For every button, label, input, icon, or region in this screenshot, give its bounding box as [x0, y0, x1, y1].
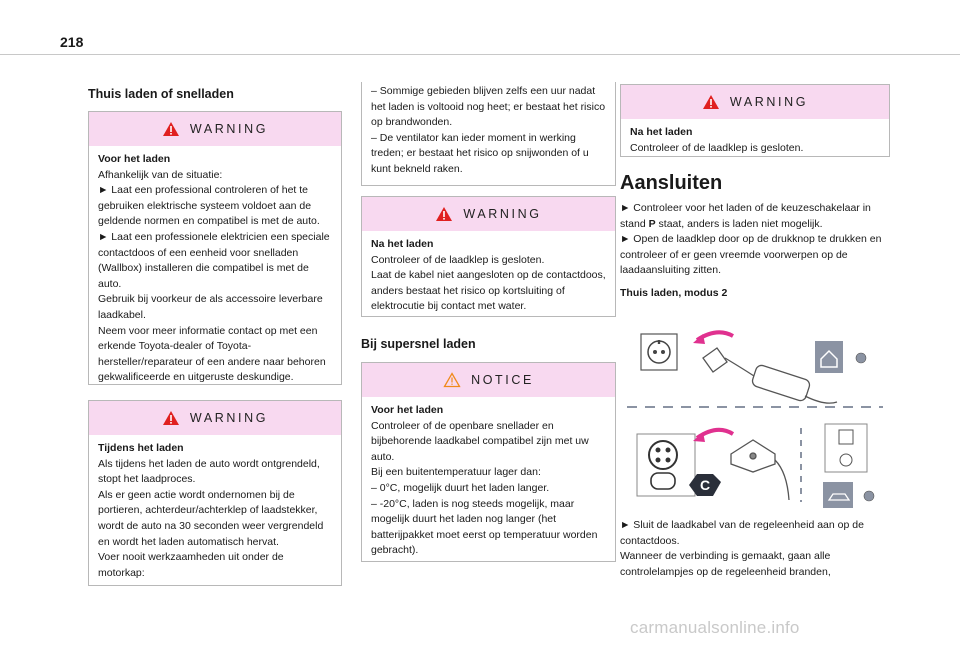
notice-label: NOTICE [471, 373, 534, 387]
charging-inlet-icon [637, 434, 695, 496]
warning-line: Controleer of de laadklep is gesloten. [630, 141, 804, 154]
warning-box-na-laden [361, 196, 616, 317]
page-number: 218 [60, 34, 84, 50]
section-heading-supersnel: Bij supersnel laden [361, 337, 476, 351]
warning-title: Tijdens het laden [98, 442, 184, 454]
wall-socket-icon [641, 334, 677, 370]
warning-triangle-icon [162, 121, 180, 137]
warning-line: Als er geen actie wordt ondernomen bij de portieren, achterdeur/achterklep of laadstekker, wordt de auto na 30 seconden weer vergrendeld en wordt het laden automatisch hervat. [98, 488, 324, 548]
warning-line: Controleer of de laadklep is gesloten. [371, 253, 545, 266]
section-heading-thuis: Thuis laden of snelladen [88, 87, 234, 101]
warning-line: Afhankelijk van de situatie: [98, 168, 223, 181]
charging-connector-icon [731, 440, 789, 500]
warning-header [362, 197, 615, 231]
continuation-box [361, 82, 616, 186]
notice-line: Controleer of de openbare snellader en bijbehorende laadkabel compatibel zijn met uw auto. [371, 419, 589, 463]
instruction-paragraph: Wanneer de verbinding is gemaakt, gaan alle controlelampjes op de regeleenheid branden, [620, 550, 831, 578]
warning-box-tijdens-laden [88, 400, 342, 586]
warning-title: Na het laden [630, 126, 693, 138]
warning-box-voor-laden [88, 111, 342, 385]
warning-triangle-icon [435, 206, 453, 222]
instruction-paragraph: ► Open de laadklep door op de drukknop te drukken en controleer of er geen vreemde voorwerpen op de laadaansluiting zitten. [620, 233, 882, 277]
warning-label: WARNING [463, 207, 542, 221]
warning-box-laadklep [620, 84, 890, 157]
notice-triangle-icon [443, 372, 461, 388]
warning-label: WARNING [189, 411, 269, 425]
warning-line: Neem voor meer informatie contact op met een erkende Toyota-dealer of Toyota-hersteller/reparateur of een andere naar behoren gekwalificeerde en uitgeruste deskundige. [98, 324, 326, 384]
warning-line: Voer nooit werkzaamheden uit onder de motorkap: [98, 551, 284, 579]
notice-box [361, 362, 616, 562]
warning-line: Als tijdens het laden de auto wordt ontgrendeld, stopt het laadproces. [98, 457, 320, 486]
subheading-modus2: Thuis laden, modus 2 [620, 286, 728, 299]
instruction-paragraph: ► Controleer voor het laden of de keuzeschakelaar in stand P staat, anders is laden niet mogelijk. [620, 202, 871, 230]
warning-line: Gebruik bij voorkeur de als accessoire leverbare laadkabel. [98, 293, 323, 321]
charging-illustration [625, 322, 887, 510]
watermark-footer: carmanualsonline.info [630, 618, 800, 637]
warning-header [89, 401, 341, 435]
warning-line: ► Laat een professionele elektricien een speciale contactdoos of een eenheid voor snelladen (Wallbox) installeren die compatibel is met de auto. [98, 230, 330, 290]
notice-title: Voor het laden [371, 404, 444, 416]
warning-label: WARNING [729, 95, 809, 109]
warning-title: Na het laden [371, 238, 434, 250]
warning-header [621, 85, 889, 119]
warning-label: WARNING [189, 122, 269, 136]
notice-line: – -20°C, laden is nog steeds mogelijk, maar mogelijk duurt het laden nog langer (het batterijpakket moet eerst op temperatuur worden gebracht). [371, 497, 598, 557]
notice-header [362, 363, 615, 397]
warning-title: Voor het laden [98, 153, 171, 165]
indicator-light-icon [856, 353, 866, 363]
svg-text:C: C [699, 477, 711, 493]
section-title-aansluiten: Aansluiten [620, 172, 723, 194]
home-icon [815, 341, 843, 373]
warning-line: ► Laat een professional controleren of het te gebruiken elektrische systeem voldoet aan de geldende normen en compatibel is met de auto. [98, 184, 320, 228]
header-rule [0, 54, 960, 55]
continuation-line: – Sommige gebieden blijven zelfs een uur nadat het laden is voltooid nog heet; er bestaat het risico op brandwonden. [371, 85, 606, 129]
warning-line: Laat de kabel niet aangesloten op de contactdoos, anders bestaat het risico op kortsluiting of elektrocutie bij contact met water. [371, 269, 606, 313]
warning-triangle-icon [702, 94, 720, 110]
warning-triangle-icon [162, 410, 180, 426]
notice-line: – 0°C, mogelijk duurt het laden langer. [371, 481, 550, 494]
continuation-line: – De ventilator kan ieder moment in werking treden; er bestaat het risico op snijwonden of u kunt bekneld raken. [371, 131, 589, 175]
warning-header [89, 112, 341, 146]
notice-line: Bij een buitentemperatuur lager dan: [371, 466, 541, 479]
instruction-paragraph: ► Sluit de laadkabel van de regeleenheid aan op de contactdoos. [620, 519, 864, 547]
control-unit-icon [823, 424, 874, 508]
